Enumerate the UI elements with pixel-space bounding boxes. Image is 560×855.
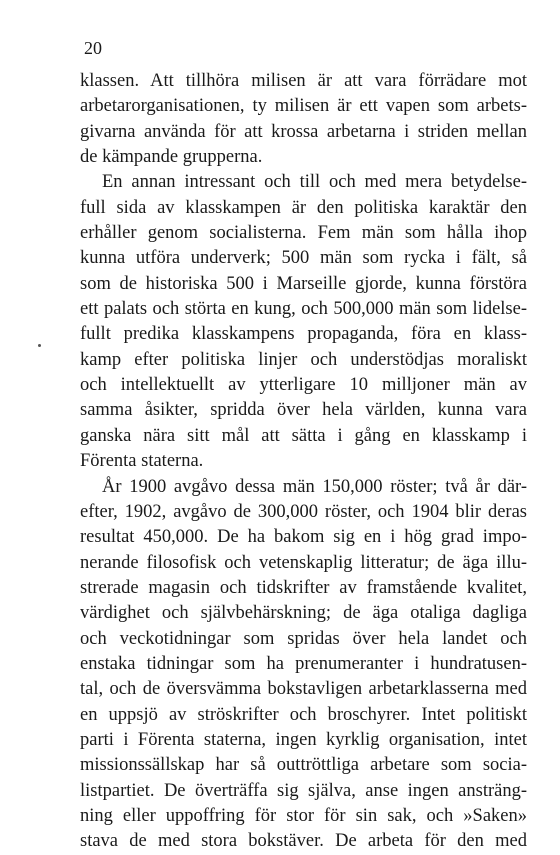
text-line: full sida av klasskampen är den politiska karaktär den	[80, 197, 527, 218]
text-line: och intellektuellt av ytterligare 10 milljoner män av	[80, 375, 527, 396]
text-line: värdighet och självbehärskning; de äga otaliga dagliga	[80, 603, 527, 624]
text-line: kamp efter politiska linjer och understödjas moraliskt	[80, 349, 527, 370]
text-line: ganska nära sitt mål att sätta i gång en klasskamp i	[80, 425, 527, 446]
text-line: listpartiet. De överträffa sig själva, anse ingen ansträng-	[80, 780, 527, 801]
text-line: stava de med stora bokstäver. De arbeta för den med	[80, 831, 527, 852]
text-line: en uppsjö av ströskrifter och broschyrer. Intet politiskt	[80, 704, 527, 725]
text-line: ett palats och störta en kung, och 500,000 män som lidelse-	[80, 299, 527, 320]
text-line: kunna utföra underverk; 500 män som rycka i fält, så	[80, 248, 527, 269]
text-line: givarna använda för att krossa arbetarna i striden mellan	[80, 121, 527, 142]
text-line: enstaka tidningar som ha prenumeranter i hundratusen-	[80, 653, 527, 674]
text-line: erhåller genom socialisterna. Fem män som hålla ihop	[80, 223, 527, 244]
text-line: de kämpande grupperna.	[80, 147, 263, 168]
text-line: resultat 450,000. De ha bakom sig en i hög grad impo-	[80, 527, 527, 548]
text-line: som de historiska 500 i Marseille gjorde, kunna förstöra	[80, 273, 527, 294]
text-line: nerande filosofisk och vetenskaplig litteratur; de äga illu-	[80, 552, 527, 573]
text-line: tal, och de översvämma bokstavligen arbetarklasserna med	[80, 679, 527, 700]
text-line: efter, 1902, avgåvo de 300,000 röster, och 1904 blir deras	[80, 501, 527, 522]
text-line: strerade magasin och tidskrifter av framstående kvalitet,	[80, 577, 527, 598]
text-line: ning eller uppoffring för stor för sin sak, och »Saken»	[80, 805, 527, 826]
text-line: samma åsikter, spridda över hela världen, kunna vara	[80, 400, 527, 421]
text-line: och veckotidningar som spridas över hela landet och	[80, 628, 527, 649]
page-number: 20	[84, 38, 102, 58]
margin-mark	[38, 344, 41, 347]
text-line: Förenta staterna.	[80, 451, 204, 472]
text-line: En annan intressant och till och med mera betydelse-	[102, 172, 527, 193]
text-line: År 1900 avgåvo dessa män 150,000 röster; två år där-	[102, 476, 527, 497]
text-line: parti i Förenta staterna, ingen kyrklig organisation, intet	[80, 729, 527, 750]
text-line: arbetarorganisationen, ty milisen är ett vapen som arbets-	[80, 96, 527, 117]
text-line: klassen. Att tillhöra milisen är att vara förrädare mot	[80, 71, 527, 91]
text-line: missionssällskap har så outtröttliga arbetare som socia-	[80, 755, 527, 776]
body-text	[80, 69, 527, 855]
text-line: fullt predika klasskampens propaganda, föra en klass-	[80, 324, 527, 345]
